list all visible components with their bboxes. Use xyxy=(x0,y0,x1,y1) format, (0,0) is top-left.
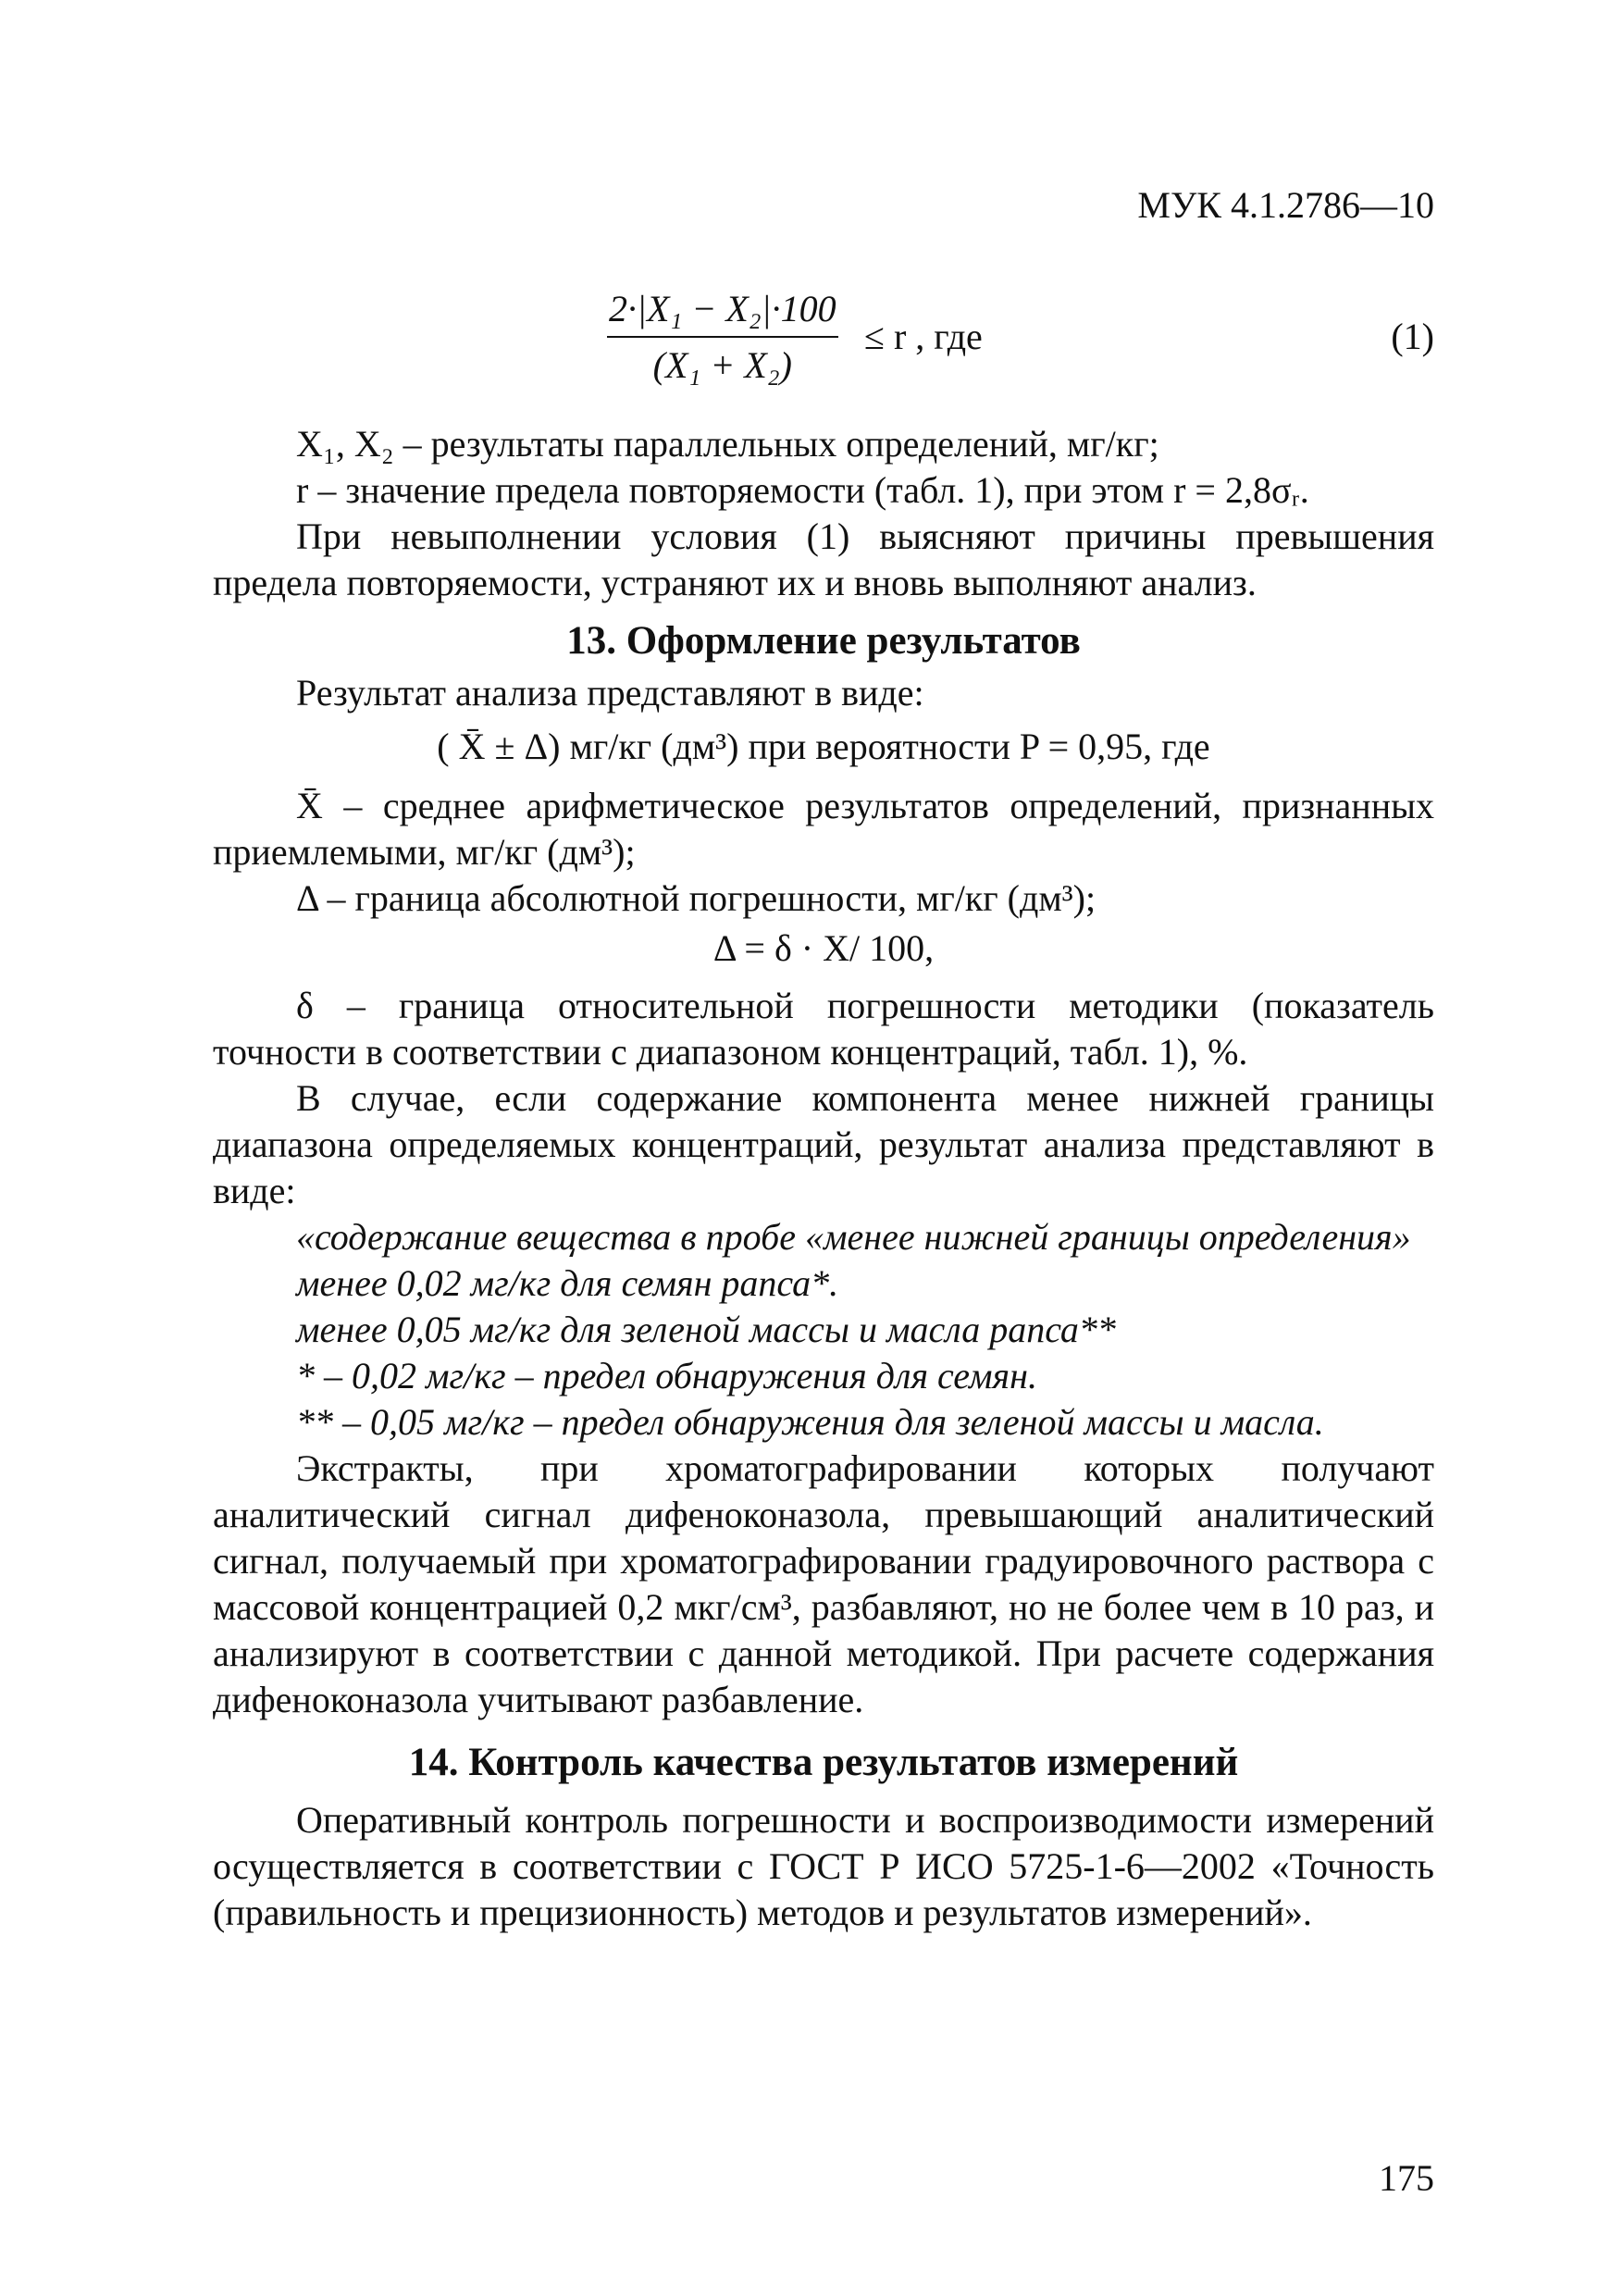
document-page xyxy=(213,0,1434,2296)
formula-condition: ≤ r , где xyxy=(864,316,983,357)
section-13 xyxy=(213,618,1434,1723)
italic-line: «содержание вещества в пробе «менее нижней границы определения» xyxy=(296,1216,1411,1258)
fraction xyxy=(601,287,844,387)
page-number: 175 xyxy=(1379,2157,1434,2199)
failure-paragraph: При невыполнении условия (1) выясняют причины превышения предела повторяемости, устраняют их и вновь выполняют анализ. xyxy=(213,515,1434,603)
italic-statements xyxy=(213,1214,1434,1446)
equation-number: (1) xyxy=(1391,316,1434,357)
xbar-definition: X̄ – среднее арифметическое результатов определений, признанных приемлемыми, мг/кг (дм³); xyxy=(213,785,1434,873)
formula-repeatability xyxy=(213,268,1434,407)
r-definition: r – значение предела повторяемости (табл. 1), при этом r = 2,8σᵣ. xyxy=(296,469,1309,511)
document-code: МУК 4.1.2786—10 xyxy=(1137,184,1434,226)
x-definition: X₁, X₂ – результаты параллельных определений, мг/кг; xyxy=(296,423,1159,465)
italic-line: менее 0,05 мг/кг для зеленой массы и масла рапса** xyxy=(296,1309,1116,1350)
section-14-text: Оперативный контроль погрешности и воспроизводимости измерений осуществляется в соответствии с ГОСТ Р ИСО 5725-1-6—2002 «Точность (правильность и прецизионность) методов и результатов измерений». xyxy=(213,1799,1434,1933)
section-14 xyxy=(213,1740,1434,1936)
fraction-numerator: 2·|X₁ − X₂|·100 xyxy=(609,288,836,329)
italic-line: ** – 0,05 мг/кг – предел обнаружения для зеленой массы и масла. xyxy=(296,1401,1324,1443)
result-intro: Результат анализа представляют в виде: xyxy=(296,672,924,714)
extracts-paragraph: Экстракты, при хроматографировании которых получают аналитический сигнал дифеноконазола, превышающий аналитический сигнал, получаемый при хроматографировании градуировочного раствора с массовой концентрацией 0,2 мкг/см³, разбавляют, но не более чем в 10 раз, и анализируют в соответствии с данной методикой. При расчете содержания дифеноконазола учитывают разбавление. xyxy=(213,1447,1434,1720)
italic-line: менее 0,02 мг/кг для семян рапса*. xyxy=(296,1262,839,1304)
fraction-denominator: (X₁ + X₂) xyxy=(652,344,792,386)
italic-line: * – 0,02 мг/кг – предел обнаружения для семян. xyxy=(296,1355,1037,1396)
delta-definition: Δ – граница абсолютной погрешности, мг/кг (дм³); xyxy=(296,877,1096,919)
section-14-title: 14. Контроль качества результатов измерений xyxy=(408,1741,1239,1784)
delta-relative-definition: δ – граница относительной погрешности методики (показатель точности в соответствии с диапазоном концентраций, табл. 1), %. xyxy=(213,985,1434,1073)
result-form: ( X̄ ± Δ) мг/кг (дм³) при вероятности P = 0,95, где xyxy=(437,726,1210,767)
definitions-block xyxy=(213,421,1434,606)
section-13-title: 13. Оформление результатов xyxy=(566,619,1081,663)
delta-formula: Δ = δ · X/ 100, xyxy=(712,927,935,969)
low-case-paragraph: В случае, если содержание компонента менее нижней границы диапазона определяемых концентраций, результат анализа представляют в виде: xyxy=(213,1077,1434,1211)
